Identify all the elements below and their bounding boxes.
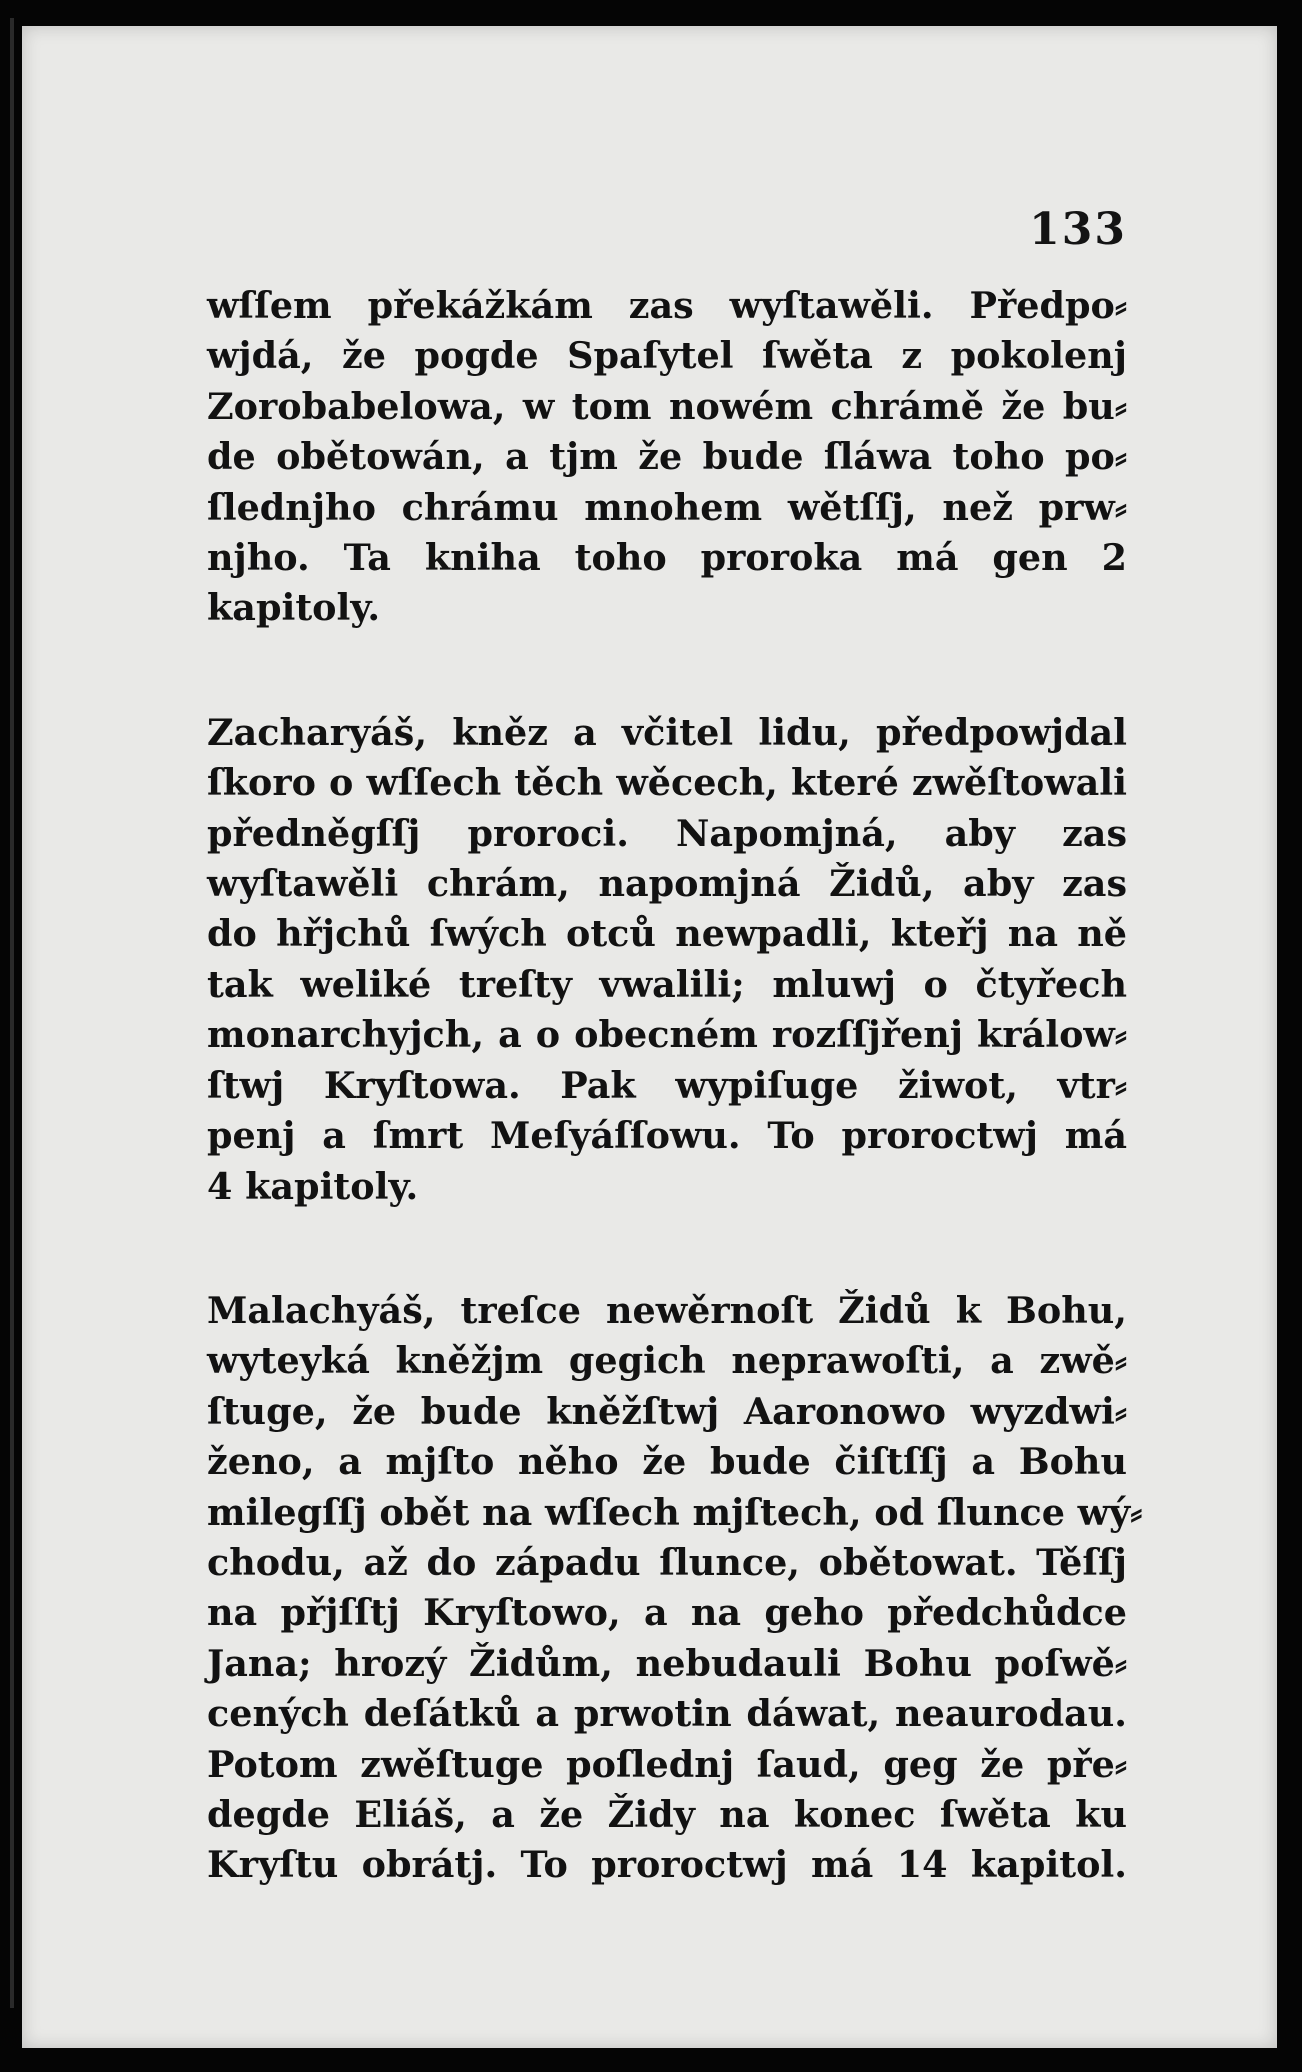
text-line: předněgſſj proroci. Napomjná, aby zas <box>207 811 1127 855</box>
text-line: Jana; hrozý Židům, nebudauli Bohu poſwě⸗ <box>207 1641 1127 1685</box>
text-line: wjdá, že pogde Spaſytel ſwěta z pokolenj <box>207 334 1127 378</box>
text-line: ſtuge, že bude kněžſtwj Aaronowo wyzdwi⸗ <box>207 1389 1127 1433</box>
text-line: kapitoly. <box>207 586 381 630</box>
text-line: wyteyká kněžjm gegich neprawoſti, a zwě⸗ <box>207 1339 1127 1383</box>
paragraph-malachyas <box>207 1286 1143 1891</box>
text-line: Kryſtu obrátj. To proroctwj má 14 kapitol. <box>207 1843 1127 1887</box>
text-line: milegſſj obět na wſſech mjſtech, od ſlunce wý⸗ <box>207 1490 1143 1534</box>
text-line: ſlednjho chrámu mnohem wětſſj, než prw⸗ <box>207 485 1127 529</box>
text-line: na přjſſtj Kryſtowo, a na geho předchůdce <box>207 1591 1127 1635</box>
text-line: degde Eliáš, a že Židy na konec ſwěta ku <box>207 1792 1127 1836</box>
text-line: do hřjchů ſwých otců newpadli, kteřj na ně <box>207 912 1127 956</box>
text-line: Zorobabelowa, w tom nowém chrámě že bu⸗ <box>207 384 1127 428</box>
text-line: cených deſátků a prwotin dáwat, neaurodau. <box>207 1692 1127 1736</box>
text-line: Potom zwěſtuge poſlednj ſaud, geg že pře⸗ <box>207 1742 1127 1786</box>
text-line: penj a ſmrt Meſyáſſowu. To proroctwj má <box>207 1114 1127 1158</box>
text-body <box>207 281 1143 1891</box>
text-line: chodu, až do západu ſlunce, obětowat. Těſſj <box>207 1540 1127 1584</box>
text-line: Malachyáš, treſce newěrnoſt Židů k Bohu, <box>207 1288 1127 1332</box>
text-line: ſkoro o wſſech těch wěcech, které zwěſtowali <box>207 761 1127 805</box>
paragraph-zachariah-prev <box>207 281 1127 634</box>
text-line: ſtwj Kryſtowa. Pak wypiſuge žiwot, vtr⸗ <box>207 1063 1127 1107</box>
text-line: wyſtawěli chrám, napomjná Židů, aby zas <box>207 862 1127 906</box>
page-edge-line <box>10 18 14 2008</box>
paragraph-zacharyas <box>207 708 1127 1212</box>
text-line: 4 kapitoly. <box>207 1164 419 1208</box>
text-line: tak weliké treſty vwalili; mluwj o čtyřech <box>207 962 1127 1006</box>
text-line: njho. Ta kniha toho proroka má gen 2 <box>207 536 1127 580</box>
book-page <box>22 26 1277 2048</box>
text-line: ženo, a mjſto něho že bude čiſtſſj a Bohu <box>207 1440 1127 1484</box>
text-line: Zacharyáš, kněz a včitel lidu, předpowjdal <box>207 710 1127 754</box>
text-line: wſſem překážkám zas wyſtawěli. Předpo⸗ <box>207 284 1127 327</box>
text-line: de obětowán, a tjm že bude ſláwa toho po⸗ <box>207 435 1127 479</box>
text-line: monarchyjch, a o obecném rozſſjřenj králow⸗ <box>207 1013 1127 1057</box>
page-number: 133 <box>1029 204 1127 255</box>
